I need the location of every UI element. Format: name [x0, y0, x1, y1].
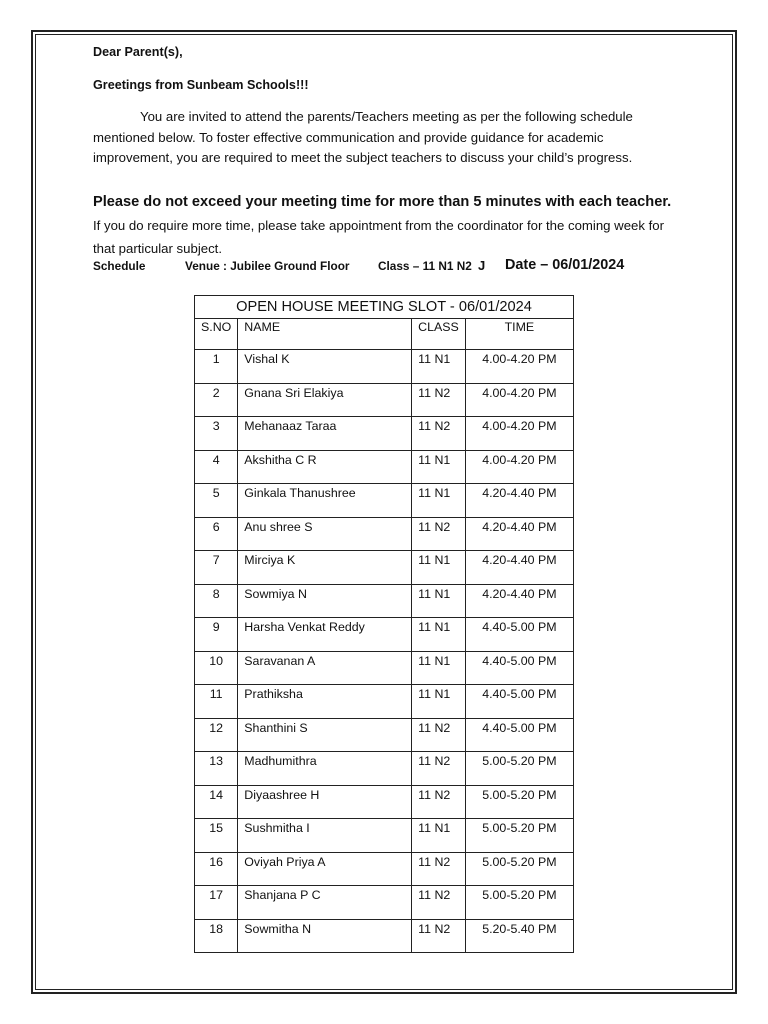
table-row	[195, 517, 574, 551]
table-row	[195, 651, 574, 685]
cell-class: 11 N1	[412, 450, 466, 484]
cell-name: Diyaashree H	[238, 785, 412, 819]
cell-time: 4.20-4.40 PM	[465, 551, 573, 585]
cell-name: Sushmitha I	[238, 819, 412, 853]
time-limit-bold: Please do not exceed your meeting time for more than 5 minutes with each teacher.	[93, 194, 672, 210]
table-row	[195, 350, 574, 384]
cell-time: 4.20-4.40 PM	[465, 484, 573, 518]
cell-name: Gnana Sri Elakiya	[238, 383, 412, 417]
header-sno: S.NO	[195, 319, 238, 350]
table-row	[195, 819, 574, 853]
cell-time: 4.40-5.00 PM	[465, 718, 573, 752]
cell-time: 5.00-5.20 PM	[465, 752, 573, 786]
schedule-venue: Venue : Jubilee Ground Floor	[185, 259, 350, 273]
cell-name: Anu shree S	[238, 517, 412, 551]
cell-time: 4.40-5.00 PM	[465, 685, 573, 719]
cell-sno: 16	[195, 852, 238, 886]
cell-class: 11 N1	[412, 350, 466, 384]
cell-sno: 3	[195, 417, 238, 451]
table-row	[195, 886, 574, 920]
cell-time: 4.00-4.20 PM	[465, 417, 573, 451]
cell-class: 11 N2	[412, 852, 466, 886]
cell-class: 11 N1	[412, 584, 466, 618]
schedule-date: Date – 06/01/2024	[505, 257, 625, 273]
cell-time: 4.40-5.00 PM	[465, 651, 573, 685]
greeting: Greetings from Sunbeam Schools!!!	[93, 78, 309, 92]
cell-time: 4.00-4.20 PM	[465, 350, 573, 384]
cell-sno: 14	[195, 785, 238, 819]
cell-name: Saravanan A	[238, 651, 412, 685]
header-time: TIME	[465, 319, 573, 350]
schedule-class: Class – 11 N1 N2	[378, 259, 472, 273]
cell-sno: 8	[195, 584, 238, 618]
cell-time: 4.20-4.40 PM	[465, 517, 573, 551]
cell-name: Akshitha C R	[238, 450, 412, 484]
schedule-label: Schedule	[93, 259, 146, 273]
cell-class: 11 N2	[412, 919, 466, 953]
cell-name: Vishal K	[238, 350, 412, 384]
table-row	[195, 551, 574, 585]
cell-class: 11 N2	[412, 718, 466, 752]
cell-time: 5.00-5.20 PM	[465, 785, 573, 819]
cell-sno: 5	[195, 484, 238, 518]
cell-name: Sowmiya N	[238, 584, 412, 618]
header-name: NAME	[238, 319, 412, 350]
cell-name: Prathiksha	[238, 685, 412, 719]
cell-name: Shanthini S	[238, 718, 412, 752]
table-row	[195, 584, 574, 618]
header-class: CLASS	[412, 319, 466, 350]
cell-name: Harsha Venkat Reddy	[238, 618, 412, 652]
invitation-paragraph: You are invited to attend the parents/Teachers meeting as per the following schedule mentioned below. To foster effective communication and provide guidance for academic improvement, you are required to meet the subject teachers to discuss your child’s progress.	[93, 109, 633, 166]
table-title: OPEN HOUSE MEETING SLOT - 06/01/2024	[195, 296, 574, 319]
cell-class: 11 N1	[412, 484, 466, 518]
cell-sno: 12	[195, 718, 238, 752]
table-row	[195, 417, 574, 451]
cell-name: Oviyah Priya A	[238, 852, 412, 886]
cell-time: 4.00-4.20 PM	[465, 383, 573, 417]
cell-name: Sowmitha N	[238, 919, 412, 953]
cell-sno: 2	[195, 383, 238, 417]
cell-sno: 6	[195, 517, 238, 551]
table-row	[195, 383, 574, 417]
cell-name: Madhumithra	[238, 752, 412, 786]
cell-time: 4.40-5.00 PM	[465, 618, 573, 652]
cell-class: 11 N2	[412, 752, 466, 786]
time-limit-rest: If you do require more time, please take appointment from the coordinator for the coming week for that particular subject.	[93, 218, 665, 256]
cell-time: 4.20-4.40 PM	[465, 584, 573, 618]
cell-name: Mehanaaz Taraa	[238, 417, 412, 451]
cell-time: 5.00-5.20 PM	[465, 886, 573, 920]
cell-class: 11 N2	[412, 383, 466, 417]
table-row	[195, 450, 574, 484]
table-row	[195, 785, 574, 819]
cell-time: 4.00-4.20 PM	[465, 450, 573, 484]
cell-sno: 17	[195, 886, 238, 920]
table-row	[195, 852, 574, 886]
cell-time: 5.00-5.20 PM	[465, 819, 573, 853]
cell-name: Ginkala Thanushree	[238, 484, 412, 518]
cell-class: 11 N1	[412, 819, 466, 853]
table-row	[195, 718, 574, 752]
salutation: Dear Parent(s),	[93, 45, 183, 59]
table-row	[195, 919, 574, 953]
cell-name: Shanjana P C	[238, 886, 412, 920]
cell-class: 11 N1	[412, 618, 466, 652]
cell-time: 5.00-5.20 PM	[465, 852, 573, 886]
cell-sno: 7	[195, 551, 238, 585]
table-header-row	[195, 319, 574, 350]
table-row	[195, 484, 574, 518]
cell-sno: 1	[195, 350, 238, 384]
table-row	[195, 685, 574, 719]
cell-sno: 18	[195, 919, 238, 953]
cell-class: 11 N2	[412, 517, 466, 551]
cell-name: Mirciya K	[238, 551, 412, 585]
table-row	[195, 618, 574, 652]
time-limit-notice	[93, 190, 673, 260]
cell-time: 5.20-5.40 PM	[465, 919, 573, 953]
cell-class: 11 N2	[412, 886, 466, 920]
cell-sno: 13	[195, 752, 238, 786]
cell-class: 11 N1	[412, 651, 466, 685]
table-row	[195, 752, 574, 786]
cell-sno: 4	[195, 450, 238, 484]
cell-sno: 11	[195, 685, 238, 719]
cell-sno: 10	[195, 651, 238, 685]
cell-class: 11 N2	[412, 417, 466, 451]
meeting-slot-table	[194, 295, 574, 953]
cell-class: 11 N2	[412, 785, 466, 819]
cell-sno: 9	[195, 618, 238, 652]
cell-sno: 15	[195, 819, 238, 853]
schedule-mark: J	[478, 258, 486, 273]
cell-class: 11 N1	[412, 685, 466, 719]
cell-class: 11 N1	[412, 551, 466, 585]
